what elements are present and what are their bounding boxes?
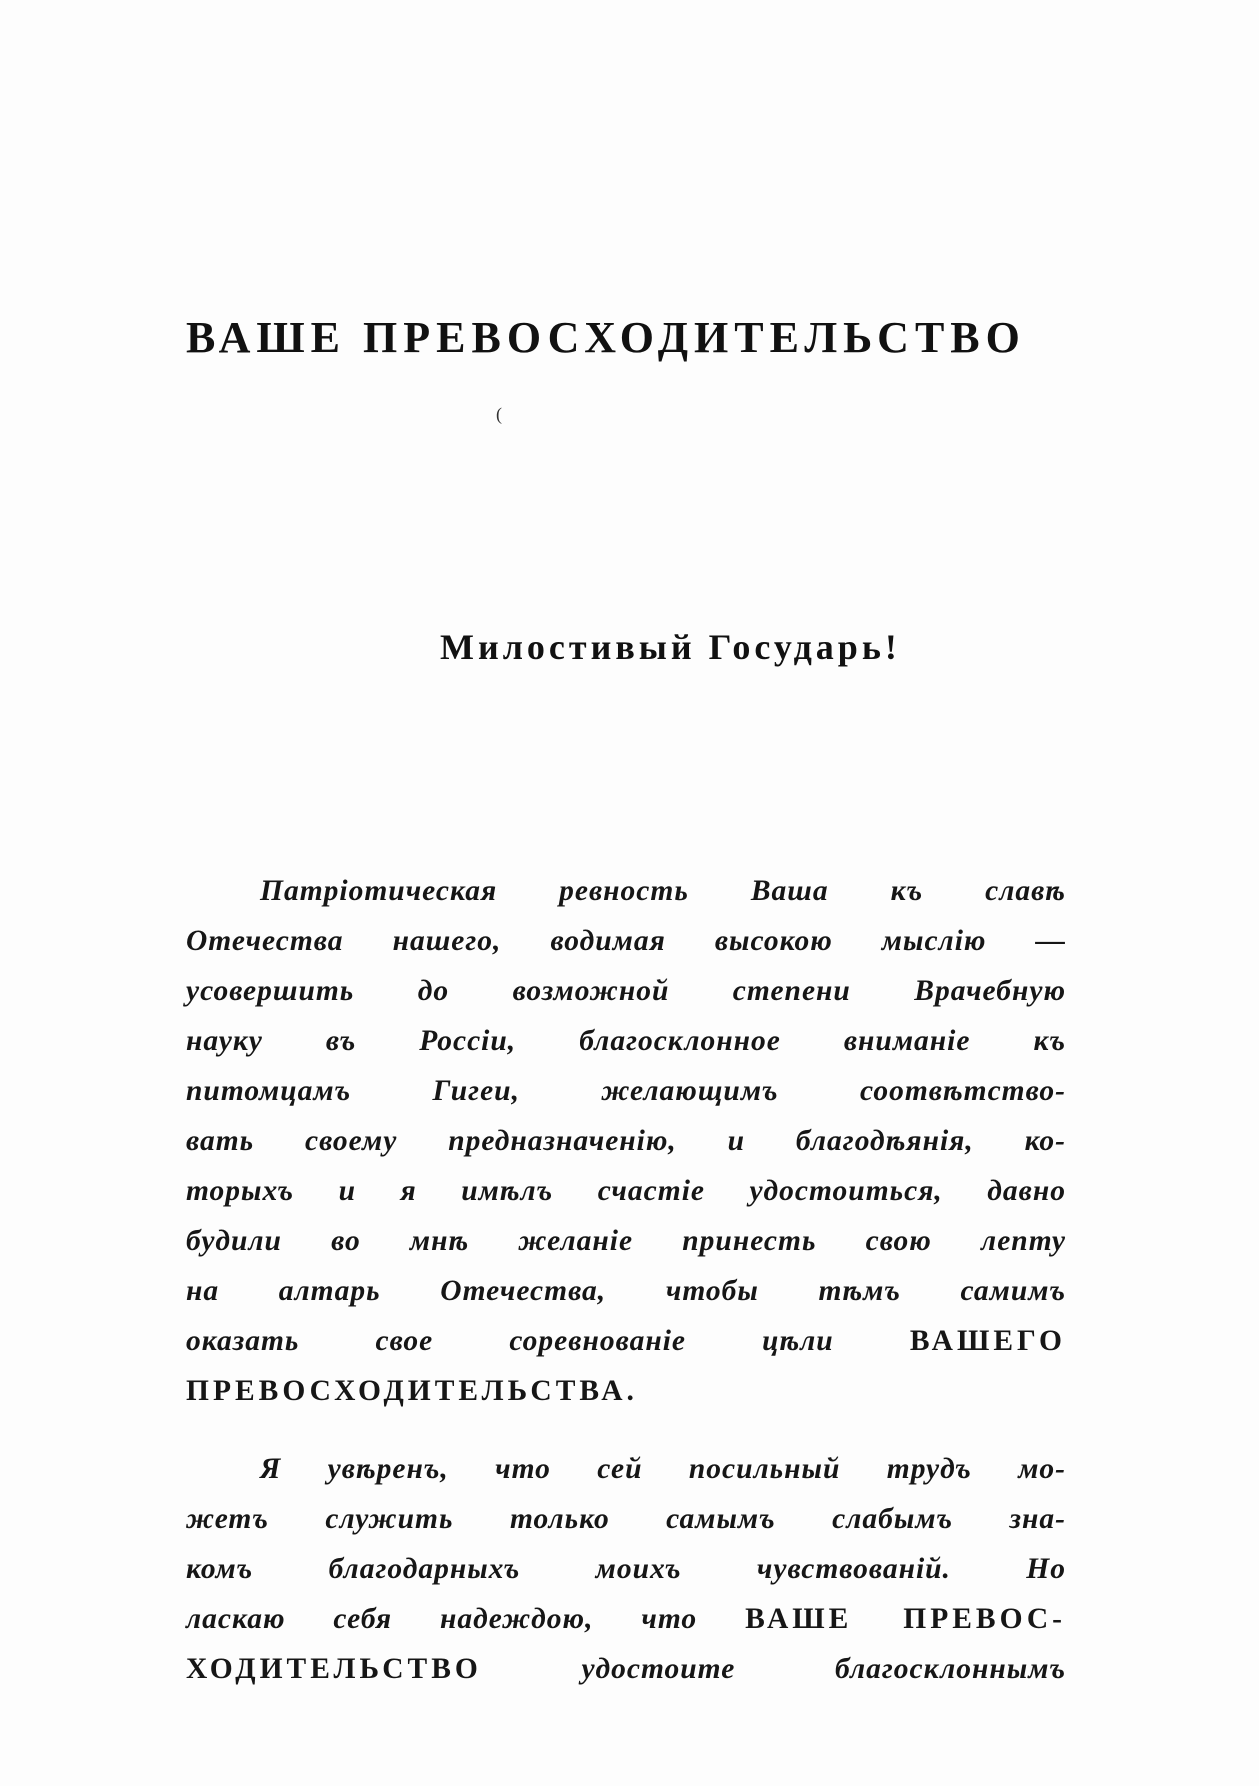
paragraph-line: Я увѣренъ, что сей посильный трудъ мо- — [260, 1453, 1066, 1485]
paragraph-line: питомцамъ Гигеи, желающимъ соотвѣтство- — [186, 1075, 1066, 1107]
paragraph-line-mixed — [186, 1594, 1066, 1644]
paragraph-line-text: ласкаю себя надеждою, что — [186, 1603, 698, 1635]
honorific-caps: ВАШЕ ПРЕВОС- — [745, 1603, 1067, 1635]
paragraph-line: науку въ Россіи, благосклонное вниманіе къ — [186, 1025, 1066, 1057]
paragraph-line-mixed — [186, 1644, 1066, 1694]
paragraph-line: комъ благодарныхъ моихъ чувствованій. Но — [186, 1553, 1066, 1585]
honorific-caps: ХОДИТЕЛЬСТВО — [186, 1653, 482, 1685]
paragraph-line: на алтарь Отечества, чтобы тѣмъ самимъ — [186, 1275, 1066, 1307]
paragraph-line: Отечества нашего, водимая высокою мыслію — — [186, 925, 1066, 957]
paragraph-line: жетъ служить только самымъ слабымъ зна- — [186, 1503, 1066, 1535]
honorific-caps: ВАШЕГО — [909, 1325, 1067, 1357]
salutation: Милостивый Государь! — [440, 627, 901, 667]
paragraph-line: Патріотическая ревность Ваша къ славѣ — [260, 875, 1066, 907]
stray-print-mark: ( — [496, 404, 502, 424]
paragraph-line-text: оказать свое соревнованіе цѣли — [186, 1325, 834, 1357]
paragraph-line: торыхъ и я имѣлъ счастіе удостоиться, давно — [186, 1175, 1066, 1207]
paragraph-line-text: удостоите благосклоннымъ — [581, 1653, 1066, 1685]
paragraph-line: усовершить до возможной степени Врачебную — [186, 975, 1066, 1007]
paragraph-2 — [186, 1444, 1066, 1694]
paragraph-1 — [186, 866, 1066, 1416]
honorific-caps-line: ПРЕВОСХОДИТЕЛЬСТВА. — [186, 1375, 638, 1407]
paragraph-line: вать своему предназначенію, и благодѣянія, ко- — [186, 1125, 1066, 1157]
paragraph-line-mixed — [186, 1316, 1066, 1366]
paragraph-line: будили во мнѣ желаніе принесть свою лепту — [186, 1225, 1066, 1257]
page-heading: ВАШЕ ПРЕВОСХОДИТЕЛЬСТВО — [186, 313, 1026, 362]
